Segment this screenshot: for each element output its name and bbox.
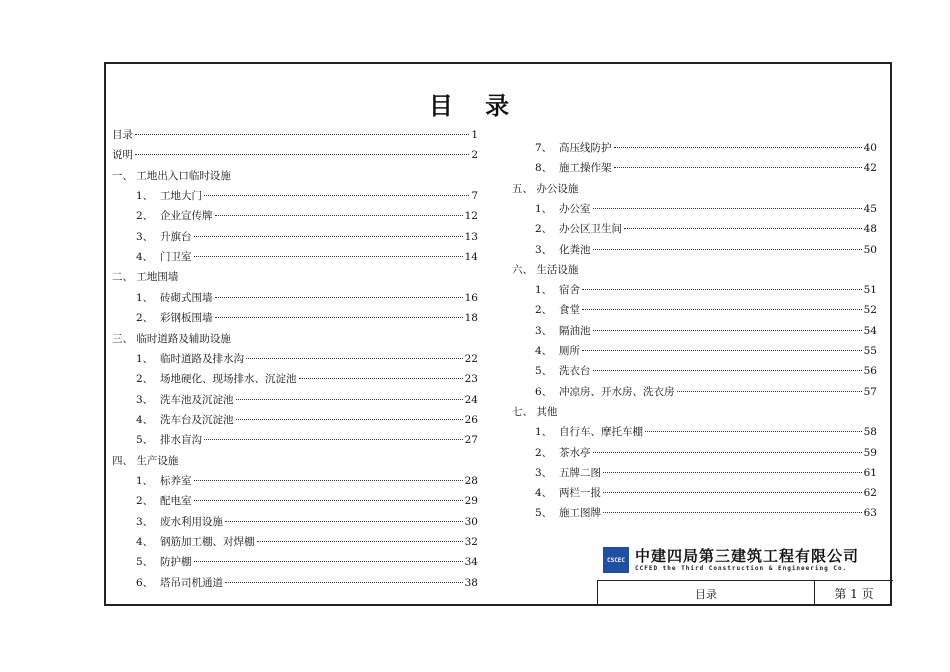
- toc-entry-page: 62: [863, 487, 877, 500]
- toc-entry-label: 砖砌式围墙: [160, 291, 213, 304]
- toc-entry-label: 宿舍: [559, 284, 580, 297]
- toc-leader-dots: [246, 358, 463, 359]
- toc-leader-dots: [194, 480, 463, 481]
- toc-entry-page: 48: [863, 223, 877, 236]
- toc-entry-label: 食堂: [559, 304, 580, 317]
- toc-entry-number: 3、: [136, 393, 154, 406]
- toc-entry-number: 3、: [136, 515, 154, 528]
- toc-entry-label: 化粪池: [559, 243, 591, 256]
- toc-entry-label: 排水盲沟: [160, 434, 202, 447]
- toc-leader-dots: [582, 309, 862, 310]
- toc-entry-label: 门卫室: [160, 251, 192, 264]
- toc-entry-label: 配电室: [160, 495, 192, 508]
- toc-entry-number: 5、: [136, 434, 154, 447]
- toc-entry-label: 标养室: [160, 474, 192, 487]
- toc-leader-dots: [257, 541, 463, 542]
- toc-entry[interactable]: [136, 352, 478, 366]
- toc-entry[interactable]: [535, 486, 877, 500]
- toc-entry[interactable]: [136, 535, 478, 549]
- toc-entry-page: 23: [464, 373, 478, 386]
- toc-entry-label: 冲凉房、开水房、洗衣房: [559, 385, 675, 398]
- toc-entry-page: 30: [464, 515, 478, 528]
- toc-entry-label: 施工操作架: [559, 162, 612, 175]
- toc-entry-label: 塔吊司机通道: [160, 576, 223, 589]
- toc-entry[interactable]: [535, 446, 877, 460]
- toc-leader-dots: [215, 297, 463, 298]
- toc-entry-page: 26: [464, 413, 478, 426]
- toc-entry[interactable]: [535, 303, 877, 317]
- toc-entry-number: 4、: [136, 536, 154, 548]
- toc-leader-dots: [593, 249, 862, 250]
- toc-leader-dots: [135, 154, 469, 155]
- toc-entry-page: 50: [863, 243, 877, 256]
- toc-entry-number: 6、: [535, 385, 553, 398]
- toc-entry-number: 5、: [535, 507, 553, 520]
- toc-entry[interactable]: [136, 189, 478, 203]
- toc-entry[interactable]: [535, 344, 877, 358]
- toc-entry-label: 场地硬化、现场排水、沉淀池: [160, 373, 297, 386]
- toc-entry[interactable]: [535, 222, 877, 236]
- toc-entry-page: 42: [863, 162, 877, 175]
- toc-section-heading: 三、 临时道路及辅助设施: [112, 332, 231, 345]
- toc-entry-page: 22: [464, 352, 478, 365]
- toc-section-heading: 一、 工地出入口临时设施: [112, 169, 231, 182]
- toc-leader-dots: [194, 561, 463, 562]
- toc-entry-number: 4、: [535, 345, 553, 357]
- toc-entry-number: 1、: [136, 352, 154, 365]
- toc-entry[interactable]: [136, 433, 478, 447]
- toc-entry-number: 3、: [535, 243, 553, 256]
- toc-entry[interactable]: [535, 385, 877, 399]
- toc-entry-label: 施工图牌: [559, 507, 601, 520]
- toc-entry[interactable]: [535, 466, 877, 480]
- company-logo-icon: [603, 547, 629, 573]
- toc-entry-page: 51: [863, 284, 877, 297]
- toc-entry-page: 55: [863, 345, 877, 357]
- toc-entry[interactable]: [136, 393, 478, 407]
- toc-leader-dots: [603, 492, 862, 493]
- toc-leader-dots: [225, 582, 463, 583]
- toc-entry-label: 茶水亭: [559, 446, 591, 459]
- toc-leader-dots: [225, 521, 463, 522]
- toc-entry-label: 办公区卫生间: [559, 223, 622, 236]
- toc-entry[interactable]: [136, 250, 478, 264]
- toc-section-heading: 六、 生活设施: [512, 263, 579, 276]
- toc-entry[interactable]: [535, 283, 877, 297]
- toc-entry[interactable]: [112, 128, 478, 142]
- toc-leader-dots: [593, 208, 862, 209]
- toc-leader-dots: [135, 134, 469, 135]
- toc-leader-dots: [593, 330, 862, 331]
- toc-entry[interactable]: [136, 311, 478, 325]
- title-block: [597, 580, 893, 606]
- toc-entry-label: 厕所: [559, 345, 580, 357]
- toc-leader-dots: [299, 378, 463, 379]
- toc-entry[interactable]: [535, 324, 877, 338]
- toc-entry-label: 防护棚: [160, 556, 192, 569]
- toc-entry-number: 1、: [535, 284, 553, 297]
- toc-entry[interactable]: [136, 372, 478, 386]
- toc-entry[interactable]: [535, 141, 877, 155]
- toc-leader-dots: [624, 228, 862, 229]
- toc-entry-label: 高压线防护: [559, 142, 612, 154]
- toc-leader-dots: [593, 370, 862, 371]
- page-title: 目 录: [428, 91, 522, 120]
- toc-entry-label: 洗衣台: [559, 365, 591, 378]
- toc-entry-label: 临时道路及排水沟: [160, 352, 244, 365]
- toc-entry-page: 34: [464, 556, 478, 569]
- toc-entry-page: 59: [863, 446, 877, 459]
- toc-entry-number: 2、: [535, 446, 553, 459]
- toc-leader-dots: [204, 439, 463, 440]
- company-name-cn: 中建四局第三建筑工程有限公司: [635, 546, 860, 565]
- toc-entry-number: 1、: [535, 202, 553, 215]
- toc-entry-label: 洗车台及沉淀池: [160, 413, 234, 426]
- toc-entry-page: 2: [471, 149, 478, 162]
- toc-entry-page: 61: [863, 466, 877, 479]
- toc-entry[interactable]: [136, 576, 478, 590]
- toc-entry-label: 废水利用设施: [160, 515, 223, 528]
- toc-entry-label: 五牌二图: [559, 466, 601, 479]
- toc-entry-label: 彩钢板围墙: [160, 312, 213, 325]
- toc-leader-dots: [204, 195, 469, 196]
- toc-entry-label: 升旗台: [160, 230, 192, 243]
- toc-entry-number: 4、: [136, 251, 154, 264]
- toc-entry-number: 4、: [136, 413, 154, 426]
- toc-entry-label: 隔油池: [559, 324, 591, 337]
- toc-entry-page: 45: [863, 202, 877, 215]
- toc-section-heading: 五、 办公设施: [512, 182, 579, 195]
- toc-entry[interactable]: [136, 494, 478, 508]
- toc-entry-label: 办公室: [559, 202, 591, 215]
- toc-entry-number: 5、: [136, 556, 154, 569]
- toc-entry-label: 两栏一报: [559, 487, 601, 500]
- toc-entry-page: 1: [471, 129, 478, 141]
- toc-entry-number: 1、: [136, 474, 154, 487]
- toc-leader-dots: [645, 431, 862, 432]
- toc-entry-page: 56: [863, 365, 877, 378]
- toc-leader-dots: [194, 256, 463, 257]
- toc-entry[interactable]: [535, 243, 877, 257]
- toc-entry-page: 16: [464, 291, 478, 304]
- toc-entry-page: 32: [464, 536, 478, 548]
- toc-entry-page: 63: [863, 507, 877, 520]
- toc-leader-dots: [603, 472, 862, 473]
- toc-leader-dots: [215, 317, 463, 318]
- toc-entry-page: 40: [863, 142, 877, 154]
- toc-entry-page: 18: [464, 312, 478, 325]
- toc-leader-dots: [614, 147, 862, 148]
- toc-leader-dots: [603, 512, 862, 513]
- toc-section-heading: 四、 生产设施: [112, 454, 179, 467]
- toc-entry-page: 27: [464, 434, 478, 447]
- toc-entry-number: 4、: [535, 487, 553, 500]
- toc-entry[interactable]: [136, 515, 478, 529]
- toc-entry-page: 57: [863, 385, 877, 398]
- toc-entry-number: 5、: [535, 365, 553, 378]
- toc-entry-label: 工地大门: [160, 190, 202, 203]
- toc-entry-label: 企业宣传牌: [160, 210, 213, 223]
- toc-entry-number: 1、: [535, 426, 553, 439]
- page-number: 第 1 页: [834, 587, 874, 601]
- toc-entry[interactable]: [112, 148, 478, 162]
- toc-entry-page: 38: [464, 576, 478, 589]
- company-banner: [597, 540, 893, 580]
- toc-leader-dots: [593, 452, 862, 453]
- toc-entry-number: 3、: [535, 324, 553, 337]
- toc-entry-label: 钢筋加工棚、对焊棚: [160, 536, 255, 548]
- toc-entry-number: 2、: [136, 495, 154, 508]
- toc-entry-page: 29: [464, 495, 478, 508]
- toc-entry-label: 目录: [112, 129, 133, 141]
- toc-entry[interactable]: [136, 291, 478, 305]
- toc-entry-page: 54: [863, 324, 877, 337]
- toc-entry-number: 2、: [136, 210, 154, 223]
- toc-entry-page: 7: [471, 190, 478, 203]
- toc-leader-dots: [677, 391, 862, 392]
- toc-leader-dots: [236, 399, 463, 400]
- toc-entry[interactable]: [136, 555, 478, 569]
- toc-entry-number: 2、: [535, 223, 553, 236]
- toc-entry-number: 2、: [136, 373, 154, 386]
- toc-leader-dots: [236, 419, 463, 420]
- toc-entry-number: 1、: [136, 291, 154, 304]
- toc-leader-dots: [194, 500, 463, 501]
- toc-entry-number: 7、: [535, 142, 553, 154]
- company-logo-text: CSCEC: [606, 556, 626, 564]
- toc-entry-label: 洗车池及沉淀池: [160, 393, 234, 406]
- toc-entry-number: 8、: [535, 162, 553, 175]
- toc-entry-page: 58: [863, 426, 877, 439]
- toc-section-heading: 七、 其他: [512, 405, 558, 418]
- toc-entry[interactable]: [136, 209, 478, 223]
- toc-entry-page: 12: [464, 210, 478, 223]
- company-name-en: CCFED the Third Construction & Engineering Co.: [635, 564, 848, 572]
- toc-entry-page: 13: [464, 230, 478, 243]
- toc-entry[interactable]: [535, 202, 877, 216]
- toc-leader-dots: [194, 236, 463, 237]
- toc-entry-number: 3、: [535, 466, 553, 479]
- toc-leader-dots: [582, 350, 862, 351]
- toc-entry-label: 说明: [112, 149, 133, 162]
- toc-entry[interactable]: [535, 161, 877, 175]
- toc-leader-dots: [215, 215, 463, 216]
- toc-entry[interactable]: [136, 474, 478, 488]
- toc-entry-number: 1、: [136, 190, 154, 203]
- toc-entry-number: 2、: [535, 304, 553, 317]
- toc-entry-page: 52: [863, 304, 877, 317]
- toc-entry-number: 3、: [136, 230, 154, 243]
- drawing-name: 目录: [598, 581, 815, 606]
- toc-entry-page: 24: [464, 393, 478, 406]
- toc-entry[interactable]: [535, 364, 877, 378]
- toc-entry-number: 6、: [136, 576, 154, 589]
- toc-entry[interactable]: [535, 425, 877, 439]
- toc-entry[interactable]: [535, 506, 877, 520]
- toc-entry-label: 自行车、摩托车棚: [559, 426, 643, 439]
- toc-entry-page: 14: [464, 251, 478, 264]
- toc-entry-number: 2、: [136, 312, 154, 325]
- toc-leader-dots: [582, 289, 862, 290]
- toc-entry[interactable]: [136, 230, 478, 244]
- toc-entry[interactable]: [136, 413, 478, 427]
- toc-section-heading: 二、 工地围墙: [112, 271, 179, 284]
- toc-leader-dots: [614, 167, 862, 168]
- toc-entry-page: 28: [464, 474, 478, 487]
